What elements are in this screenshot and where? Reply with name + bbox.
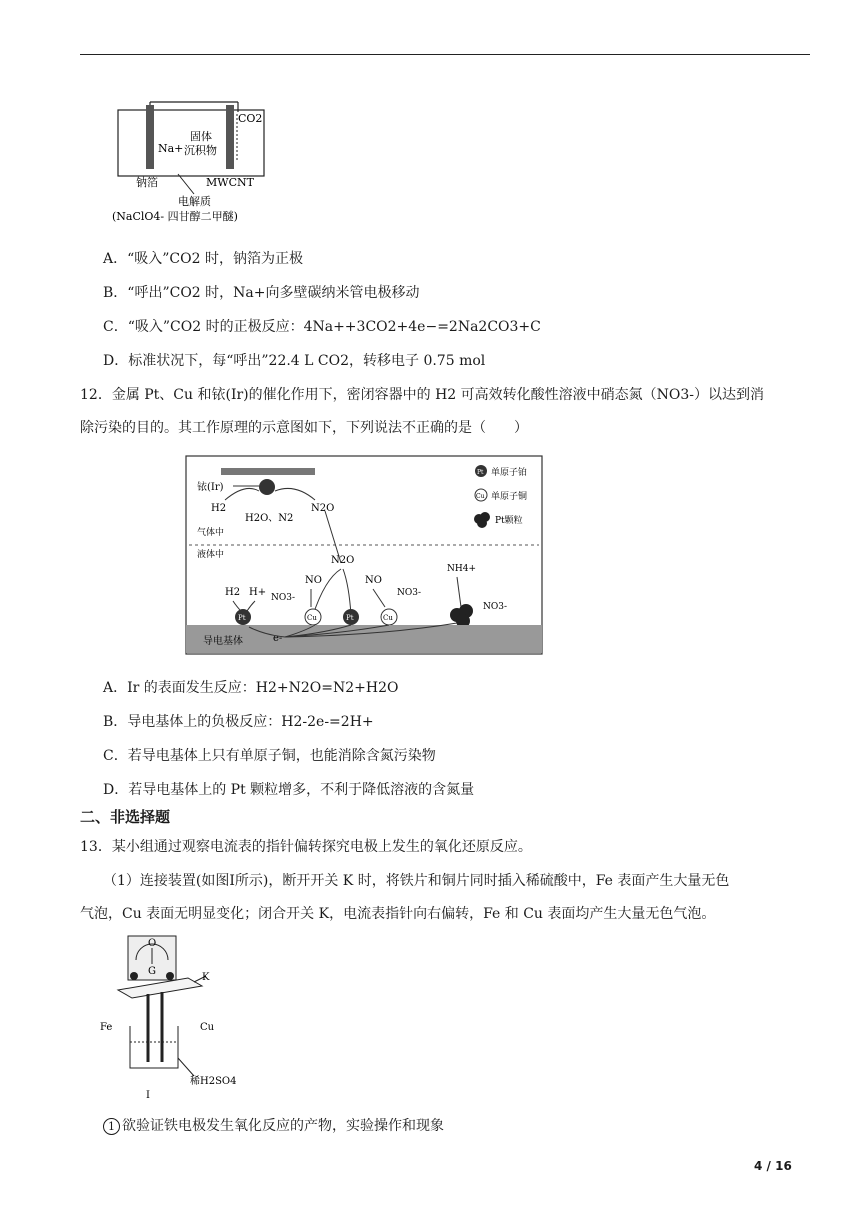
n2o-gas-label: N2O bbox=[311, 503, 335, 514]
ammonium-label: NH4+ bbox=[447, 564, 476, 574]
subquestion-1 bbox=[103, 1115, 444, 1135]
galvanometer-apparatus bbox=[98, 930, 248, 1102]
electrolyte-label: 电解质 bbox=[178, 195, 211, 208]
gas-phase-label: 气体中 bbox=[197, 528, 225, 538]
legend-particle-label: Pt颗粒 bbox=[495, 516, 523, 526]
svg-text:Cu: Cu bbox=[307, 614, 317, 622]
substrate-label: 导电基体 bbox=[203, 636, 243, 647]
na-ion-label: Na+ bbox=[158, 142, 184, 155]
option-c: C．“吸入”CO2 时的正极反应：4Na++3CO2+4e−=2Na2CO3+C bbox=[103, 319, 541, 335]
figure-label: I bbox=[146, 1090, 150, 1101]
header-rule bbox=[80, 54, 810, 55]
subquestion-number: 1 bbox=[103, 1118, 120, 1135]
option-b-12: B．导电基体上的负极反应：H2-2e-=2H+ bbox=[103, 714, 374, 730]
liquid-phase-label: 液体中 bbox=[197, 550, 225, 560]
battery-diagram bbox=[110, 96, 280, 228]
legend-pt-label: 单原子铂 bbox=[491, 468, 528, 478]
switch-k-label: K bbox=[202, 972, 210, 983]
svg-text:Pt: Pt bbox=[346, 614, 354, 622]
meter-g-label: G bbox=[148, 966, 156, 977]
option-d: D．标准状况下，每“呼出”22.4 L CO2，转移电子 0.75 mol bbox=[103, 353, 486, 369]
question-13-part1-line2: 气泡，Cu 表面无明显变化；闭合开关 K，电流表指针向右偏转，Fe 和 Cu 表面均产生大量无色气泡。 bbox=[80, 906, 716, 922]
question-13-stem: 13．某小组通过观察电流表的指针偏转探究电极上发生的氧化还原反应。 bbox=[80, 839, 532, 855]
mwcnt-label: MWCNT bbox=[206, 176, 254, 189]
n2o-liquid-label: N2O bbox=[331, 555, 355, 566]
option-a: A．“吸入”CO2 时，钠箔为正极 bbox=[103, 251, 303, 267]
iridium-label: 铱(Ir) bbox=[197, 482, 224, 493]
cu-electrode-label: Cu bbox=[200, 1022, 215, 1033]
option-d-12: D．若导电基体上的 Pt 颗粒增多，不利于降低溶液的含氮量 bbox=[103, 782, 475, 798]
question-12-line1: 12．金属 Pt、Cu 和铱(Ir)的催化作用下，密闭容器中的 H2 可高效转化酸性溶液中硝态氮（NO3-）以达到消 bbox=[80, 387, 765, 403]
sodium-foil-label: 钠箔 bbox=[136, 176, 158, 189]
subquestion-text: 欲验证铁电极发生氧化反应的产物，实验操作和现象 bbox=[122, 1118, 444, 1134]
svg-text:Pt: Pt bbox=[477, 469, 484, 476]
meter-zero-label: O bbox=[148, 938, 157, 949]
no-label-1: NO bbox=[305, 575, 322, 586]
acid-label: 稀H2SO4 bbox=[190, 1076, 237, 1087]
option-a-12: A．Ir 的表面发生反应：H2+N2O=N2+H2O bbox=[103, 680, 399, 696]
nitrate-label-3: NO3- bbox=[483, 602, 508, 612]
fe-electrode-label: Fe bbox=[100, 1022, 113, 1033]
h2-gas-label: H2 bbox=[211, 503, 227, 514]
h2-liquid-label: H2 bbox=[225, 587, 241, 598]
catalysis-diagram bbox=[185, 455, 545, 657]
solid-label: 固体 bbox=[190, 130, 212, 143]
electrolyte-formula: (NaClO4- 四甘醇二甲醚) bbox=[112, 210, 238, 223]
question-13-part1-line1: （1）连接装置(如图Ⅰ所示)，断开开关 K 时，将铁片和铜片同时插入稀硫酸中，Fe 表面产生大量无色 bbox=[103, 873, 730, 889]
svg-text:Pt: Pt bbox=[238, 614, 246, 622]
svg-text:Cu: Cu bbox=[383, 614, 393, 622]
electron-label: e- bbox=[273, 633, 283, 644]
hplus-label: H+ bbox=[249, 587, 267, 598]
question-12-line2: 除污染的目的。其工作原理的示意图如下，下列说法不正确的是（ ） bbox=[80, 420, 528, 436]
deposit-label: 沉积物 bbox=[184, 144, 217, 157]
section-heading: 二、非选择题 bbox=[80, 808, 171, 826]
co2-label: CO2 bbox=[238, 112, 263, 125]
option-c-12: C．若导电基体上只有单原子铜，也能消除含氮污染物 bbox=[103, 748, 436, 764]
nitrate-label-2: NO3- bbox=[397, 588, 422, 598]
h2o-n2-label: H2O、N2 bbox=[245, 513, 294, 524]
option-b: B．“呼出”CO2 时，Na+向多壁碳纳米管电极移动 bbox=[103, 285, 420, 301]
no-label-2: NO bbox=[365, 575, 382, 586]
svg-text:Cu: Cu bbox=[476, 493, 485, 500]
legend-cu-label: 单原子铜 bbox=[491, 492, 528, 502]
nitrate-label-1: NO3- bbox=[271, 593, 296, 603]
page-number: 4 / 16 bbox=[754, 1159, 792, 1173]
